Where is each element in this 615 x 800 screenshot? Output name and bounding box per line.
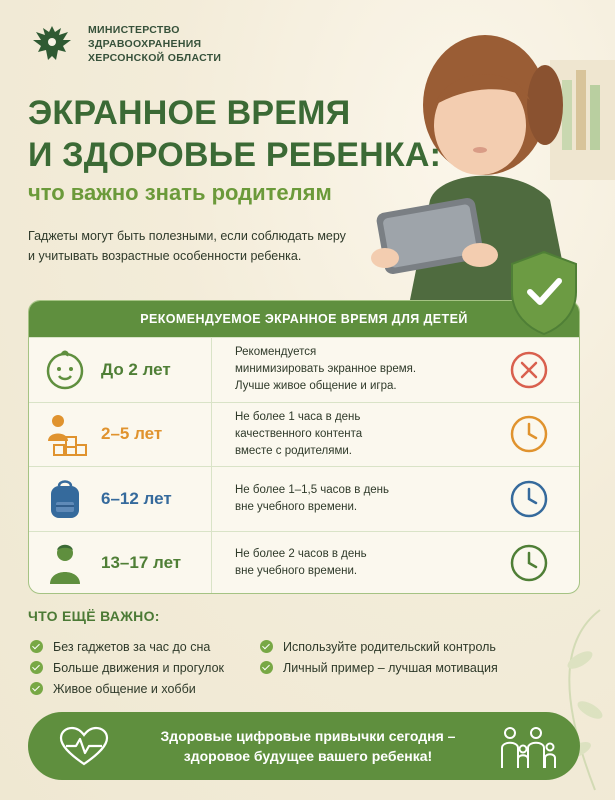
intro-line-2: и учитывать возрастные особенности ребенка. [28,249,302,263]
recommendation-text [235,409,465,460]
list-item [260,657,498,678]
clock-icon [509,543,549,583]
clock-icon [509,479,549,519]
table-row [29,466,579,531]
list-item [30,678,224,699]
divider [211,532,212,595]
divider [211,467,212,531]
divider [211,403,212,467]
divider [211,338,212,402]
table-row [29,531,579,595]
banner-line-2: здоровое будущее вашего ребенка! [183,748,433,764]
recommendation-line: Не более 1 часа в день [235,410,361,423]
age-label: До 2 лет [101,359,171,379]
header [28,20,221,68]
page-title [28,92,441,176]
list-item-text: Живое общение и хобби [53,681,196,696]
table-row [29,402,579,467]
recommendation-text [235,546,465,580]
title-line-1: ЭКРАННОЕ ВРЕМЯ [28,94,351,132]
check-icon [30,682,43,695]
table-row [29,337,579,402]
page-subtitle: что важно знать родителям [28,180,332,205]
ministry-line-1: МИНИСТЕРСТВО [88,24,180,36]
list-item [30,636,224,657]
recommendation-line: качественного контента [235,427,363,440]
recommendation-line: Рекомендуется [235,346,317,359]
important-list-left [30,636,224,699]
list-item-text: Больше движения и прогулок [53,660,225,675]
banner-line-1: Здоровые цифровые привычки сегодня – [160,728,456,744]
ministry-line-3: ХЕРСОНСКОЙ ОБЛАСТИ [88,52,222,64]
recommendation-text [235,482,465,516]
child-blocks-icon [42,411,88,457]
check-icon [30,661,43,674]
check-icon [260,661,273,674]
check-icon [30,640,43,653]
title-line-2: И ЗДОРОВЬЕ РЕБЕНКА: [28,136,442,174]
recommendation-line: вне учебного времени. [235,500,358,513]
recommendation-line: Лучше живое общение и игра. [235,380,397,393]
intro-line-1: Гаджеты могут быть полезными, если соблюдать меру [28,229,346,243]
recommendation-line: вне учебного времени. [235,565,358,578]
banner-text [128,726,488,766]
teen-icon [42,540,88,586]
table-heading: РЕКОМЕНДУЕМОЕ ЭКРАННОЕ ВРЕМЯ ДЛЯ ДЕТЕЙ [29,301,579,337]
age-label: 6–12 лет [101,488,172,508]
check-shield-icon [506,248,582,338]
recommendation-line: вместе с родителями. [235,444,352,457]
list-item-text: Используйте родительский контроль [283,639,496,654]
footer-banner [28,712,580,780]
ministry-name [88,23,221,65]
age-label: 2–5 лет [101,424,163,444]
backpack-icon [42,476,88,522]
recommendation-line: Не более 2 часов в день [235,548,367,561]
check-icon [260,640,273,653]
intro-text [28,226,348,266]
list-item [30,657,224,678]
ministry-line-2: ЗДРАВООХРАНЕНИЯ [88,38,202,50]
cross-circle-icon [509,350,549,390]
important-list-right [260,636,498,678]
family-icon [492,724,556,770]
recommendation-line: минимизировать экранное время. [235,363,417,376]
double-headed-eagle-emblem-icon [28,20,76,68]
list-item [260,636,498,657]
age-label: 13–17 лет [101,553,182,573]
recommendation-line: Не более 1–1,5 часов в день [235,483,390,496]
clock-icon [509,414,549,454]
recommendation-text [235,344,465,395]
important-title: ЧТО ЕЩЁ ВАЖНО: [28,608,160,624]
list-item-text: Без гаджетов за час до сна [53,639,211,654]
screen-time-table [28,300,580,594]
list-item-text: Личный пример – лучшая мотивация [283,660,498,675]
baby-face-icon [42,347,88,393]
heart-pulse-icon [58,726,110,768]
